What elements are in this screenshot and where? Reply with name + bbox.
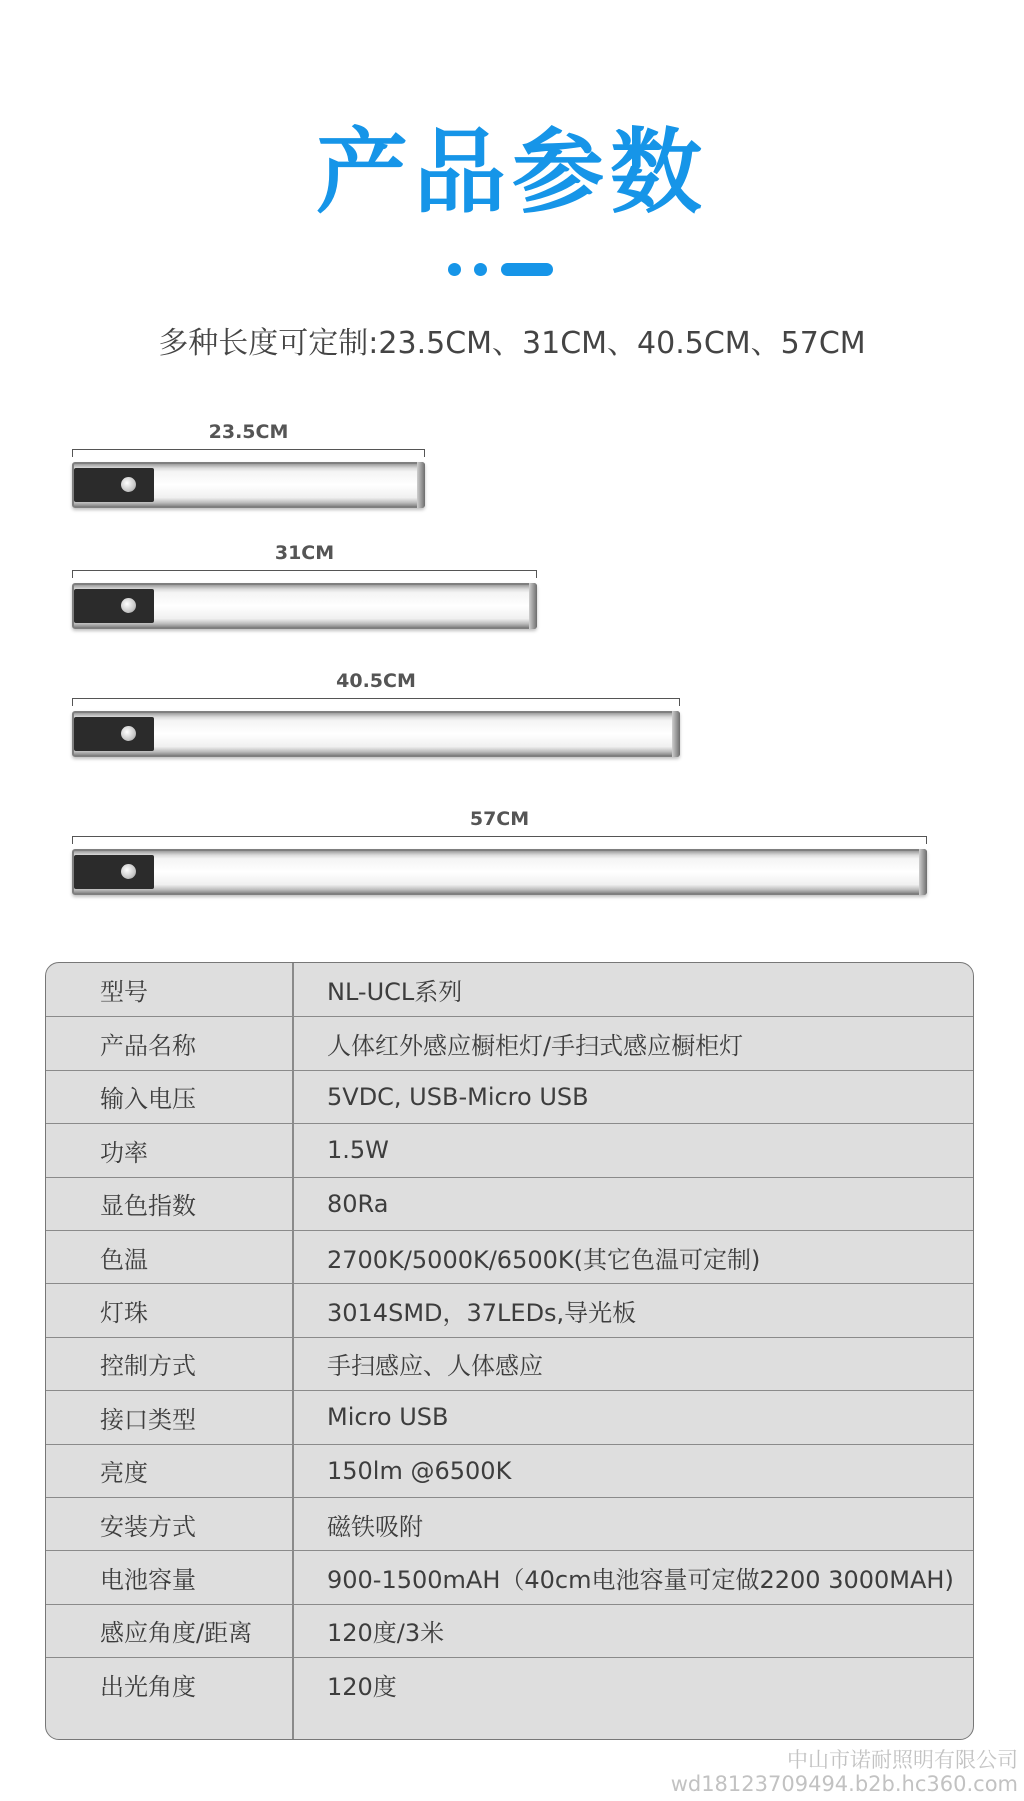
spec-key: 控制方式 xyxy=(100,1352,196,1381)
sensor-panel xyxy=(74,589,154,623)
length-bar xyxy=(72,807,927,899)
light-bar xyxy=(72,711,680,757)
divider-dot xyxy=(474,263,487,276)
spec-row xyxy=(46,1177,973,1230)
length-bar xyxy=(72,669,680,761)
spec-value: NL-UCL系列 xyxy=(327,978,463,1007)
spec-value: Micro USB xyxy=(327,1403,449,1432)
spec-key: 功率 xyxy=(100,1138,148,1167)
bar-length-label: 23.5CM xyxy=(208,421,289,443)
spec-value: 120度/3米 xyxy=(327,1619,445,1648)
spec-value: 2700K/5000K/6500K(其它色温可定制) xyxy=(327,1245,761,1274)
bar-end-cap xyxy=(529,583,537,629)
bar-end-cap xyxy=(672,711,680,757)
sensor-lens-icon xyxy=(121,477,136,492)
spec-row xyxy=(46,1550,973,1603)
spec-table xyxy=(45,962,974,1740)
spec-row xyxy=(46,1444,973,1497)
spec-row xyxy=(46,963,973,1016)
watermark-company: 中山市诺耐照明有限公司 xyxy=(787,1748,1018,1772)
spec-value: 手扫感应、人体感应 xyxy=(327,1352,543,1381)
spec-key: 灯珠 xyxy=(100,1299,148,1328)
spec-row xyxy=(46,1657,973,1710)
sensor-lens-icon xyxy=(121,726,136,741)
spec-key: 亮度 xyxy=(100,1459,148,1488)
spec-row xyxy=(46,1070,973,1123)
spec-row xyxy=(46,1283,973,1336)
sensor-panel xyxy=(74,468,154,502)
page-title: 产品参数 xyxy=(315,119,708,226)
length-bar xyxy=(72,541,537,633)
dimension-line xyxy=(72,449,425,457)
spec-value: 120度 xyxy=(327,1672,397,1701)
length-bar xyxy=(72,420,425,512)
spec-value: 150lm @6500K xyxy=(327,1456,512,1485)
spec-value: 人体红外感应橱柜灯/手扫式感应橱柜灯 xyxy=(327,1032,744,1061)
spec-row xyxy=(46,1230,973,1283)
spec-row xyxy=(46,1337,973,1390)
spec-key: 电池容量 xyxy=(100,1566,196,1595)
spec-value: 3014SMD，37LEDs,导光板 xyxy=(327,1299,637,1328)
sensor-lens-icon xyxy=(121,864,136,879)
spec-key: 接口类型 xyxy=(100,1405,196,1434)
spec-row xyxy=(46,1497,973,1550)
light-bar xyxy=(72,583,537,629)
spec-row xyxy=(46,1390,973,1443)
spec-key: 感应角度/距离 xyxy=(100,1619,253,1648)
spec-value: 5VDC, USB-Micro USB xyxy=(327,1082,589,1111)
length-options-text: 多种长度可定制:23.5CM、31CM、40.5CM、57CM xyxy=(158,326,866,361)
sensor-panel xyxy=(74,717,154,751)
spec-key: 产品名称 xyxy=(100,1032,196,1061)
dimension-line xyxy=(72,698,680,706)
spec-key: 色温 xyxy=(100,1245,148,1274)
bar-length-label: 57CM xyxy=(469,808,530,830)
spec-key: 出光角度 xyxy=(100,1672,196,1701)
divider-dash xyxy=(501,263,553,276)
sensor-lens-icon xyxy=(121,598,136,613)
spec-row xyxy=(46,1604,973,1657)
spec-value: 1.5W xyxy=(327,1136,389,1165)
spec-key: 输入电压 xyxy=(100,1085,196,1114)
light-bar xyxy=(72,849,927,895)
bar-length-label: 31CM xyxy=(274,542,335,564)
spec-key: 型号 xyxy=(100,978,148,1007)
spec-row xyxy=(46,1123,973,1176)
spec-value: 80Ra xyxy=(327,1189,389,1218)
spec-value: 磁铁吸附 xyxy=(327,1512,423,1541)
spec-value: 900-1500mAH（40cm电池容量可定做2200 3000MAH) xyxy=(327,1566,954,1595)
light-bar xyxy=(72,462,425,508)
bar-end-cap xyxy=(919,849,927,895)
dimension-line xyxy=(72,836,927,844)
sensor-panel xyxy=(74,855,154,889)
divider-dot xyxy=(448,263,461,276)
bar-end-cap xyxy=(417,462,425,508)
bar-length-label: 40.5CM xyxy=(336,670,416,692)
dimension-line xyxy=(72,570,537,578)
watermark-url: wd18123709494.b2b.hc360.com xyxy=(670,1772,1018,1796)
spec-key: 显色指数 xyxy=(100,1192,196,1221)
spec-row xyxy=(46,1016,973,1069)
spec-key: 安装方式 xyxy=(100,1512,196,1541)
